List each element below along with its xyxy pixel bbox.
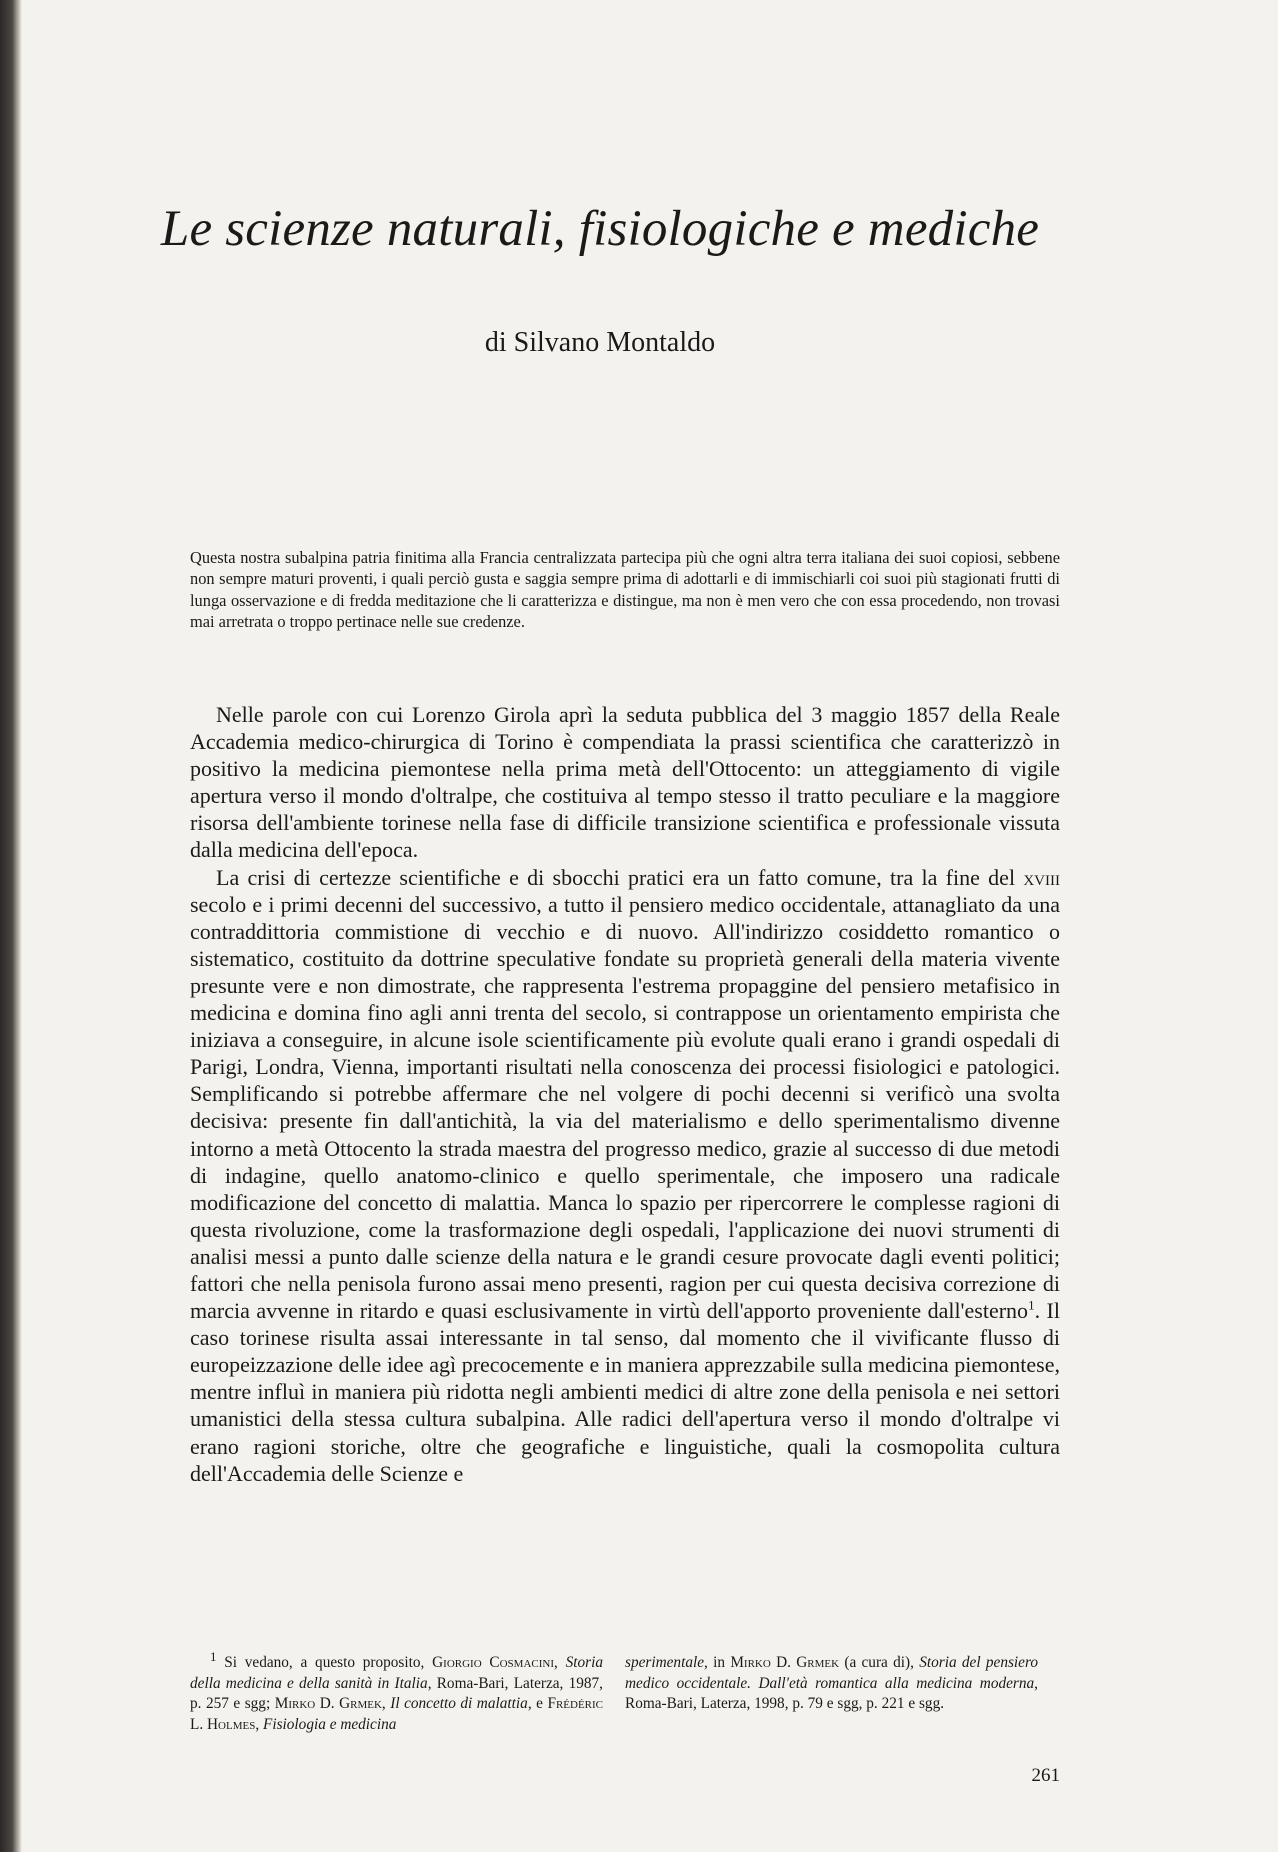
page-binding-shadow: [0, 0, 22, 1852]
century-numeral: xviii: [1023, 864, 1060, 890]
body-text: [190, 701, 1060, 1487]
author-grmek-2: Mirko D. Grmek: [730, 1654, 840, 1671]
work-storia-pensiero: Storia del pensiero medico occidentale. Dall'età romantica alla medicina moderna: [625, 1654, 1038, 1692]
author-holmes: Frédéric L. Holmes: [190, 1695, 604, 1733]
chapter-author: di Silvano Montaldo: [484, 327, 716, 358]
work-concetto-malattia: Il concetto di malattia: [390, 1695, 528, 1712]
body-paragraph-2: [190, 864, 1060, 1487]
footnote-reference[interactable]: 1: [1028, 1297, 1035, 1313]
footnote-column-right: sperimentale, in Mirko D. Grmek (a cura di), Storia del pensiero medico occidentale. Dall'età romantica alla medicina moderna, Roma-Bari, Laterza, 1998, p. 79 e sgg, p. 221 e sgg.: [625, 1654, 1038, 1712]
author-cosmacini: Giorgio Cosmacini: [432, 1654, 554, 1671]
epigraph: Questa nostra subalpina patria finitima alla Francia centralizzata partecipa più che ogni altra terra italiana dei suoi copiosi, sebbene non sempre maturi proventi, i quali perciò gusta e saggia sempre prima di adottarli e di immischiarli coi suoi più stagionati frutti di lunga osservazione e di fredda meditazione che li caratterizza e distingue, ma non è men vero che con essa procedendo, non trovasi mai arretrata o troppo pertinace nelle sue credenze.: [190, 548, 1060, 632]
footnote-marker: 1: [210, 1648, 217, 1664]
paragraph-2-text-c: . Il caso torinese risulta assai interessante in tal senso, dal momento che il vivificante flusso di europeizzazione delle idee agì precocemente e in maniera apprezzabile sulla medicina piemontese, mentre influì in maniera più ridotta negli ambienti medici di altre zone della penisola e nei settori umanistici della stessa cultura subalpina. Alle radici dell'apertura verso il mondo d'oltralpe vi erano ragioni storiche, oltre che geografiche e linguistiche, quali la cosmopolita cultura dell'Accademia delle Scienze e: [190, 1298, 1060, 1486]
paragraph-2-text-a: La crisi di certezze scientifiche e di sbocchi pratici era un fatto comune, tra la fine del: [216, 864, 1024, 890]
work-storia-medicina: Storia della medicina e della sanità in Italia: [190, 1654, 603, 1692]
paragraph-2-text-b: secolo e i primi decenni del successivo, a tutto il pensiero medico occidentale, attanagliato da una contraddittoria commistione di vecchio e di nuovo. All'indirizzo cosiddetto romantico o sistematico, costituito da dottrine speculative fondate su proprietà generali della materia vivente presunte vere e non dimostrate, che rappresenta l'estrema propaggine del pensiero metafisico in medicina e domina fino agli anni trenta del secolo, si contrappose un orientamento empirista che iniziava a conseguire, in alcune isole scientificamente più evolute quali erano i grandi ospedali di Parigi, Londra, Vienna, importanti risultati nella conoscenza dei processi fisiologici e patologici. Semplificando si potrebbe affermare che nel volgere di pochi decenni si verificò una svolta decisiva: presente fin dall'antichità, la via del materialismo e dello sperimentalismo divenne intorno a metà Ottocento la strada maestra del progresso medico, grazie al successo di due metodi di indagine, quello anatomo-clinico e quello sperimentale, che imposero una radicale modificazione del concetto di malattia. Manca lo spazio per ripercorrere le complesse ragioni di questa rivoluzione, come la trasformazione degli ospedali, l'applicazione dei nuovi strumenti di analisi messi a punto dalle scienze della natura e le grandi cesure provocate dagli eventi politici; fattori che nella penisola furono assai meno presenti, ragion per cui questa decisiva correzione di marcia avvenne in ritardo e quasi esclusivamente in virtù dell'apporto proveniente dall'esterno: [190, 891, 1060, 1324]
page-number: 261: [1031, 1765, 1060, 1786]
work-fisiologia-b: sperimentale: [625, 1654, 705, 1671]
work-fisiologia-a: Fisiologia e medicina: [262, 1715, 397, 1733]
author-grmek: Mirko D. Grmek: [274, 1695, 382, 1712]
footnote-column-left: $^1$ Si vedano, a questo proposito, Giorgio Cosmacini, Storia della medicina e della sanità in Italia, Roma-Bari, Laterza, 1987, p. 257 e sgg; Mirko D. Grmek, Il concetto di malattia, e Frédéric L. Holmes, Fisiologia e medicina: [190, 1648, 604, 1733]
body-paragraph-1: Nelle parole con cui Lorenzo Girola aprì la seduta pubblica del 3 maggio 1857 della Reale Accademia medico-chirurgica di Torino è compendiata la prassi scientifica che caratterizzò in positivo la medicina piemontese nella prima metà dell'Ottocento: un atteggiamento di vigile apertura verso il mondo d'oltralpe, che costituiva al tempo stesso il tratto peculiare e la maggiore risorsa dell'ambiente torinese nella fase di difficile transizione scientifica e professionale vissuta dalla medicina dell'epoca.: [190, 702, 1060, 863]
chapter-title: Le scienze naturali, fisiologiche e mediche: [160, 201, 1040, 257]
